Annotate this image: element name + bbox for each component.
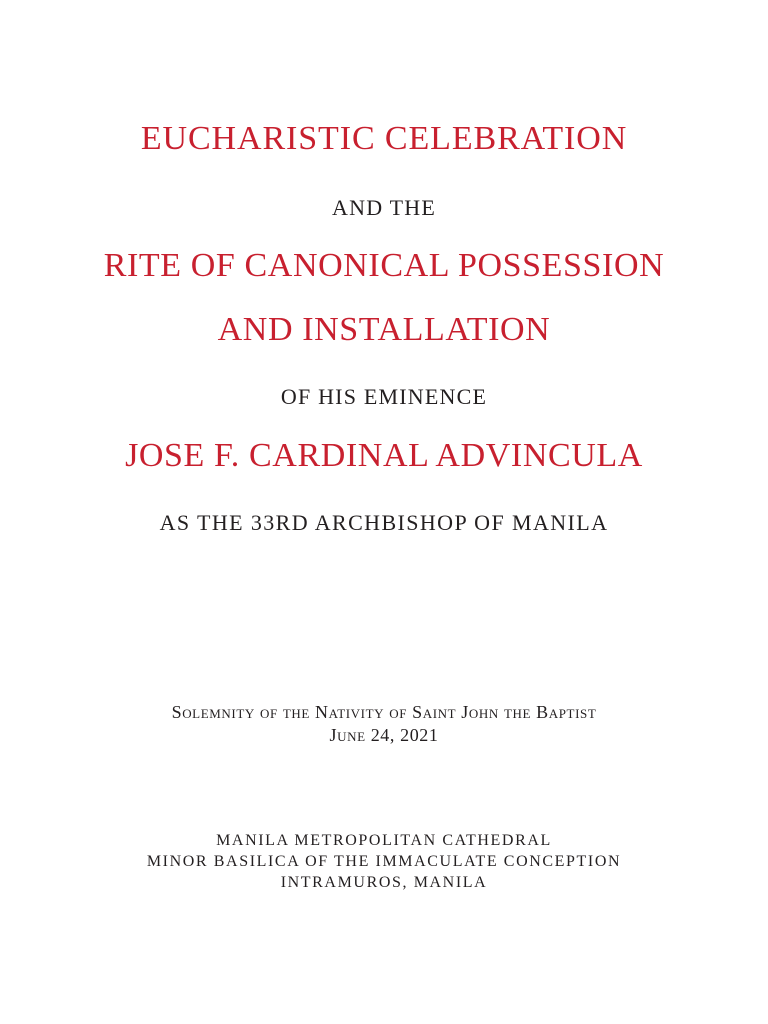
title-line-rite-of-canonical-possession: RITE OF CANONICAL POSSESSION <box>103 247 665 284</box>
venue-line-cathedral: MANILA METROPOLITAN CATHEDRAL <box>216 832 552 849</box>
date-line: June 24, 2021 <box>329 725 439 745</box>
honoree-role: AS THE 33RD ARCHBISHOP OF MANILA <box>159 510 609 535</box>
venue-line-basilica: MINOR BASILICA OF THE IMMACULATE CONCEPTION <box>146 853 622 870</box>
connector-and-the: AND THE <box>332 195 436 220</box>
honoree-name: JOSE F. CARDINAL ADVINCULA <box>125 437 643 474</box>
venue-line-location: INTRAMUROS, MANILA <box>280 874 488 891</box>
title-line-eucharistic-celebration: EUCHARISTIC CELEBRATION <box>140 120 628 157</box>
title-line-and-installation: AND INSTALLATION <box>217 311 551 348</box>
occasion-line: Solemnity of the Nativity of Saint John the Baptist <box>171 702 597 722</box>
connector-of-his-eminence: OF HIS EMINENCE <box>280 384 488 409</box>
